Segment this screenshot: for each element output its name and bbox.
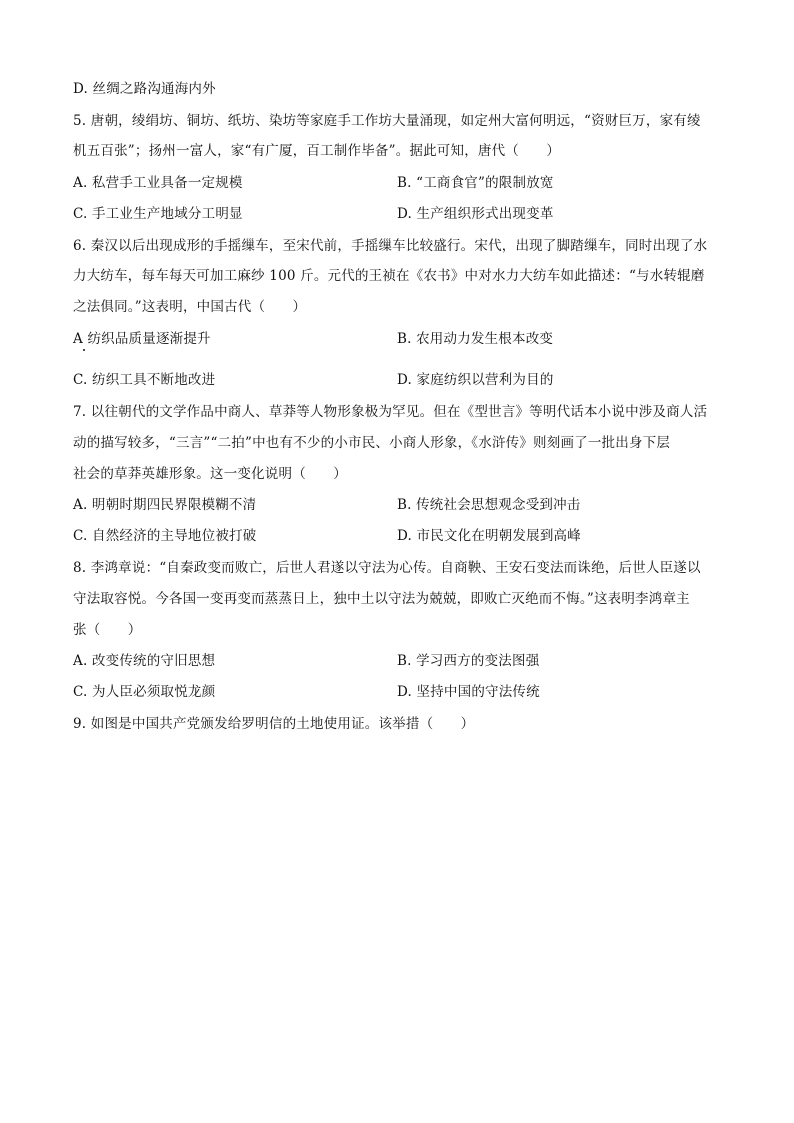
q6-option-d: D. 家庭纺织以营利为目的 [397,372,554,388]
q6-stem-line-2: 力大纺车，每车每天可加工麻纱 100 斤。元代的王祯在《农书》中对水力大纺车如此描述：“与水转辊磨 [73,268,705,284]
q7-stem-line-2: 动的描写较多，“三言”“二拍”中也有不少的小市民、小商人形象，《水浒传》则刻画了一批出身下层 [73,435,671,451]
q6-stem-line-3: 之法俱同。”这表明，中国古代（ ） [73,299,307,315]
q5-stem-line-1: 5. 唐朝，绫绢坊、铜坊、纸坊、染坊等家庭手工作坊大量涌现，如定州大富何明远，“资财巨万，家有绫 [73,113,701,129]
q8-option-d: D. 坚持中国的守法传统 [397,684,540,700]
q9-stem-line-1: 9. 如图是中国共产党颁发给罗明信的土地使用证。该举措（ ） [73,716,475,732]
q5-option-b: B. “工商食官”的限制放宽 [397,175,554,191]
q5-option-c: C. 手工业生产地域分工明显 [73,206,243,222]
q4-option-d: D. 丝绸之路沟通海内外 [73,81,216,97]
q7-option-d: D. 市民文化在明朝发展到高峰 [397,528,581,544]
q7-option-c: C. 自然经济的主导地位被打破 [73,528,257,544]
q5-option-d: D. 生产组织形式出现变革 [397,206,554,222]
q7-stem-line-1: 7. 以往朝代的文学作品中商人、草莽等人物形象极为罕见。但在《型世言》等明代话本小说中涉及商人活 [73,404,708,420]
q8-option-a: A. 改变传统的守旧思想 [73,653,216,669]
q8-stem-line-3: 张（ ） [73,622,142,638]
q6-option-b: B. 农用动力发生根本改变 [397,331,554,347]
q6-option-c: C. 纺织工具不断地改进 [73,372,216,388]
q8-stem-line-2: 守法取容悦。今各国一变再变而蒸蒸日上，独中土以守法为兢兢，即败亡灭绝而不悔。”这表明李鸿章主 [73,591,690,607]
q5-stem-line-2: 机五百张”；扬州一富人，家“有广厦，百工制作毕备”。据此可知，唐代（ ） [73,143,561,159]
q6-option-a-dot [83,349,85,351]
q6-option-a: A 纺织品质量逐渐提升 [73,331,211,347]
q8-option-c: C. 为人臣必须取悦龙颜 [73,684,216,700]
q7-option-a: A. 明朝时期四民界限模糊不清 [73,497,257,513]
q7-option-b: B. 传统社会思想观念受到冲击 [397,497,581,513]
q8-option-b: B. 学习西方的变法图强 [397,653,540,669]
q7-stem-line-3: 社会的草莽英雄形象。这一变化说明（ ） [73,466,347,482]
q8-stem-line-1: 8. 李鸿章说：“自秦政变而败亡，后世人君遂以守法为心传。自商鞅、王安石变法而诛绝，后世人臣遂以 [73,560,701,576]
q6-stem-line-1: 6. 秦汉以后出现成形的手摇缫车，至宋代前，手摇缫车比较盛行。宋代，出现了脚踏缫车，同时出现了水 [73,238,708,254]
q5-option-a: A. 私营手工业具备一定规模 [73,175,243,191]
